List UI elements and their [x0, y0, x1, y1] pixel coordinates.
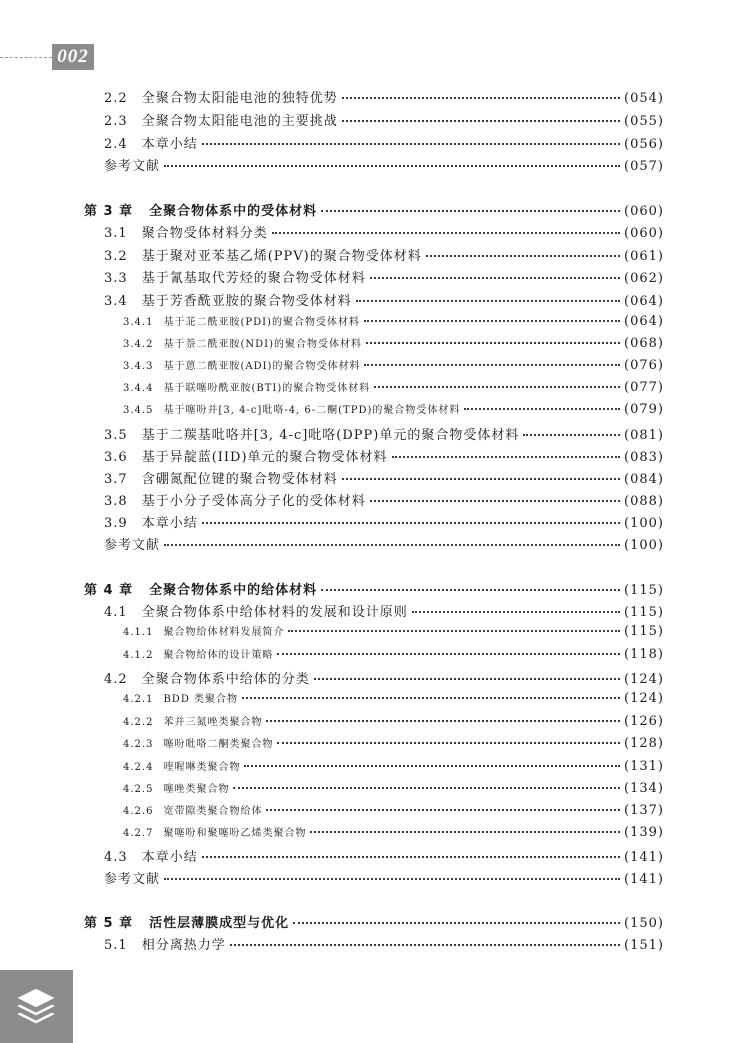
dot-leader — [230, 944, 620, 946]
toc-entry-page: (115) — [624, 583, 664, 598]
toc-entry[interactable] — [104, 290, 664, 312]
toc-entry[interactable] — [123, 401, 664, 423]
toc-entry-title: 聚合物给体材料发展简介 — [163, 627, 285, 638]
toc-entry-title: 宽带隙类聚合物给体 — [163, 806, 263, 817]
dot-leader — [202, 143, 620, 145]
dot-leader — [392, 456, 621, 458]
toc-entry[interactable] — [104, 133, 664, 155]
toc-references[interactable] — [104, 868, 664, 890]
toc-entry-number: 3.9 — [104, 516, 128, 531]
toc-entry-number: 4.2.4 — [123, 762, 154, 773]
dot-leader — [233, 787, 620, 789]
toc-entry-title: 相分离热力学 — [141, 938, 226, 953]
toc-entry-title: 本章小结 — [141, 137, 198, 152]
toc-entry-title: 聚噻吩和聚噻吩乙烯类聚合物 — [163, 828, 307, 839]
toc-entry[interactable] — [123, 713, 664, 735]
dot-leader — [277, 653, 620, 655]
toc-entry-page: (077) — [624, 380, 664, 395]
toc-entry-number: 3.1 — [104, 226, 128, 241]
toc-entry[interactable] — [104, 222, 664, 244]
toc-entry-number: 4.2.5 — [123, 784, 154, 795]
toc-entry-page: (055) — [624, 114, 664, 129]
dot-leader — [242, 697, 620, 699]
toc-entry-title: 含硼氮配位键的聚合物受体材料 — [141, 472, 338, 487]
toc-entry-number: 2.4 — [104, 137, 128, 152]
toc-entry-title: 噻吩吡咯二酮类聚合物 — [163, 739, 274, 750]
toc-entry-page: (151) — [624, 938, 664, 953]
dot-leader — [374, 386, 620, 388]
toc-entry[interactable] — [104, 87, 664, 109]
toc-entry[interactable] — [123, 780, 664, 802]
toc-entry-number: 2.3 — [104, 114, 128, 129]
toc-entry[interactable] — [123, 646, 664, 668]
toc-entry-number: 4.2 — [104, 672, 128, 687]
toc-entry-page: (054) — [624, 91, 664, 106]
page-number: 002 — [52, 44, 94, 70]
toc-entry[interactable] — [123, 735, 664, 757]
toc-entry-number: 3.8 — [104, 494, 128, 509]
dot-leader — [366, 342, 620, 344]
toc-entry-number: 3.2 — [104, 249, 128, 264]
toc-entry-title: 苯并三氮唑类聚合物 — [163, 717, 263, 728]
toc-entry-title: 基于萘二酰亚胺(NDI)的聚合物受体材料 — [163, 339, 362, 350]
toc-entry-page: (126) — [624, 714, 664, 729]
toc-entry-page: (060) — [624, 204, 664, 219]
dot-leader — [464, 408, 620, 410]
dot-leader — [164, 165, 620, 167]
toc-entry-page: (137) — [624, 803, 664, 818]
dot-leader — [364, 364, 620, 366]
dot-leader — [426, 255, 620, 257]
toc-entry[interactable] — [104, 934, 664, 956]
toc-entry-title: 活性层薄膜成型与优化 — [149, 916, 290, 931]
toc-entry-page: (131) — [624, 759, 664, 774]
toc-entry-page: (083) — [624, 450, 664, 465]
dot-leader — [272, 232, 620, 234]
toc-entry-title: 噻唑类聚合物 — [163, 784, 230, 795]
dot-leader — [364, 320, 620, 322]
dot-leader — [342, 478, 620, 480]
toc-references[interactable] — [104, 534, 664, 556]
toc-chapter[interactable] — [84, 579, 664, 601]
toc-entry-number: 4.3 — [104, 850, 128, 865]
toc-entry-title: 聚合物给体的设计策略 — [163, 650, 274, 661]
toc-entry-page: (139) — [624, 825, 664, 840]
dot-leader — [164, 878, 620, 880]
layers-icon — [14, 986, 58, 1028]
toc-entry[interactable] — [123, 690, 664, 712]
toc-entry-page: (060) — [624, 226, 664, 241]
dot-leader — [356, 300, 620, 302]
dot-leader — [202, 856, 620, 858]
dot-leader — [266, 720, 620, 722]
toc-entry-number: 3.4.3 — [123, 361, 154, 372]
toc-entry[interactable] — [104, 668, 664, 690]
toc-entry-number: 4.1.1 — [123, 627, 154, 638]
toc-entry-page: (061) — [624, 249, 664, 264]
toc-entry-title: 全聚合物体系中的给体材料 — [149, 583, 318, 598]
toc-entry-number: 3.4.2 — [123, 339, 154, 350]
dot-leader — [321, 589, 620, 591]
toc-entry-page: (076) — [624, 358, 664, 373]
toc-entry-number: 第 5 章 — [84, 916, 134, 931]
toc-entry-title: 参考文献 — [104, 159, 161, 174]
toc-entry-number: 3.4.1 — [123, 317, 154, 328]
toc-entry-title: 本章小结 — [141, 516, 198, 531]
toc-entry-title: 基于联噻吩酰亚胺(BTI)的聚合物受体材料 — [163, 383, 371, 394]
dot-leader — [321, 210, 620, 212]
toc-entry[interactable] — [123, 802, 664, 824]
toc-entry-page: (079) — [624, 402, 664, 417]
toc-entry-number: 3.6 — [104, 450, 128, 465]
toc-entry-number: 第 4 章 — [84, 583, 134, 598]
toc-entry-title: BDD 类聚合物 — [163, 694, 239, 705]
toc-entry[interactable] — [104, 601, 664, 623]
dot-leader — [412, 611, 620, 613]
toc-entry-title: 本章小结 — [141, 850, 198, 865]
toc-entry[interactable] — [104, 490, 664, 512]
toc-entry-number: 4.2.7 — [123, 828, 154, 839]
toc-entry-number: 3.4.4 — [123, 383, 154, 394]
toc-entry-number: 4.2.1 — [123, 694, 154, 705]
dot-leader — [202, 522, 620, 524]
toc-entry-number: 3.4 — [104, 294, 128, 309]
toc-entry-title: 基于二羰基吡咯并[3, 4-c]吡咯(DPP)单元的聚合物受体材料 — [141, 428, 520, 443]
toc-chapter[interactable] — [84, 200, 664, 222]
dot-leader — [342, 97, 620, 99]
dot-leader — [314, 678, 620, 680]
toc-entry-page: (057) — [624, 159, 664, 174]
toc-entry-title: 基于小分子受体高分子化的受体材料 — [141, 494, 366, 509]
toc-entry-number: 4.2.2 — [123, 717, 154, 728]
toc-entry-title: 参考文献 — [104, 872, 161, 887]
toc-entry-title: 基于苝二酰亚胺(PDI)的聚合物受体材料 — [163, 317, 360, 328]
toc-entry-number: 4.2.3 — [123, 739, 154, 750]
toc-entry[interactable] — [104, 267, 664, 289]
dot-leader — [244, 765, 620, 767]
toc-entry-title: 全聚合物体系中给体的分类 — [141, 672, 310, 687]
toc-entry-page: (124) — [624, 672, 664, 687]
toc-entry-number: 第 3 章 — [84, 204, 134, 219]
toc-entry-number: 4.1.2 — [123, 650, 154, 661]
toc-entry[interactable] — [123, 758, 664, 780]
toc-entry-title: 全聚合物太阳能电池的独特优势 — [141, 91, 338, 106]
toc-entry-title: 参考文献 — [104, 538, 161, 553]
toc-entry-number: 4.2.6 — [123, 806, 154, 817]
toc-entry-page: (141) — [624, 872, 664, 887]
toc-entry-title: 基于异靛蓝(IID)单元的聚合物受体材料 — [141, 450, 388, 465]
toc-entry[interactable] — [104, 512, 664, 534]
toc-entry-title: 全聚合物体系中的受体材料 — [149, 204, 318, 219]
dot-leader — [523, 434, 620, 436]
toc-entry[interactable] — [104, 468, 664, 490]
toc-entry-page: (100) — [624, 516, 664, 531]
toc-entry-page: (068) — [624, 336, 664, 351]
toc-entry-page: (062) — [624, 271, 664, 286]
toc-entry[interactable] — [123, 313, 664, 335]
toc-references[interactable] — [104, 155, 664, 177]
toc-entry[interactable] — [123, 824, 664, 846]
toc-entry-page: (084) — [624, 472, 664, 487]
toc-entry-number: 3.4.5 — [123, 405, 154, 416]
toc-entry-title: 基于聚对亚苯基乙烯(PPV)的聚合物受体材料 — [141, 249, 422, 264]
toc-entry[interactable] — [104, 846, 664, 868]
toc-chapter[interactable] — [84, 912, 664, 934]
toc-entry-page: (134) — [624, 781, 664, 796]
toc-entry[interactable] — [104, 424, 664, 446]
toc-entry-page: (100) — [624, 538, 664, 553]
toc-entry[interactable] — [123, 379, 664, 401]
layers-button[interactable] — [0, 970, 73, 1043]
toc-entry-page: (088) — [624, 494, 664, 509]
dot-leader — [342, 120, 620, 122]
toc-entry-number: 3.7 — [104, 472, 128, 487]
dot-leader — [164, 544, 620, 546]
toc-entry-title: 喹喔啉类聚合物 — [163, 762, 241, 773]
toc-entry-page: (118) — [624, 647, 664, 662]
toc-entry-page: (124) — [624, 691, 664, 706]
toc-entry-page: (056) — [624, 137, 664, 152]
dot-leader — [310, 831, 620, 833]
toc-entry[interactable] — [104, 245, 664, 267]
toc-entry-page: (115) — [624, 624, 664, 639]
toc-entry-page: (128) — [624, 736, 664, 751]
dot-leader — [370, 500, 620, 502]
toc-entry-title: 基于噻吩并[3, 4-c]吡咯-4, 6-二酮(TPD)的聚合物受体材料 — [163, 405, 461, 416]
toc-entry-number: 3.5 — [104, 428, 128, 443]
toc-entry[interactable] — [123, 335, 664, 357]
toc-entry-title: 聚合物受体材料分类 — [141, 226, 268, 241]
dot-leader — [370, 277, 620, 279]
toc-entry-page: (064) — [624, 294, 664, 309]
dot-leader — [293, 922, 620, 924]
dot-leader — [277, 742, 620, 744]
toc-entry[interactable] — [104, 446, 664, 468]
toc-entry-page: (081) — [624, 428, 664, 443]
toc-entry-title: 基于芳香酰亚胺的聚合物受体材料 — [141, 294, 352, 309]
dot-leader — [288, 630, 620, 632]
toc-entry-title: 基于氰基取代芳烃的聚合物受体材料 — [141, 271, 366, 286]
toc-entry-page: (064) — [624, 314, 664, 329]
toc-entry-page: (150) — [624, 916, 664, 931]
toc-entry-number: 3.3 — [104, 271, 128, 286]
toc-entry-number: 2.2 — [104, 91, 128, 106]
toc-entry-page: (115) — [624, 605, 664, 620]
toc-entry-page: (141) — [624, 850, 664, 865]
toc-entry[interactable] — [123, 357, 664, 379]
toc-entry-number: 4.1 — [104, 605, 128, 620]
dot-leader — [266, 809, 620, 811]
toc-entry-title: 全聚合物体系中给体材料的发展和设计原则 — [141, 605, 408, 620]
toc-entry[interactable] — [123, 623, 664, 645]
toc-entry-title: 全聚合物太阳能电池的主要挑战 — [141, 114, 338, 129]
toc-entry[interactable] — [104, 110, 664, 132]
toc-entry-title: 基于蒽二酰亚胺(ADI)的聚合物受体材料 — [163, 361, 361, 372]
toc-entry-number: 5.1 — [104, 938, 128, 953]
